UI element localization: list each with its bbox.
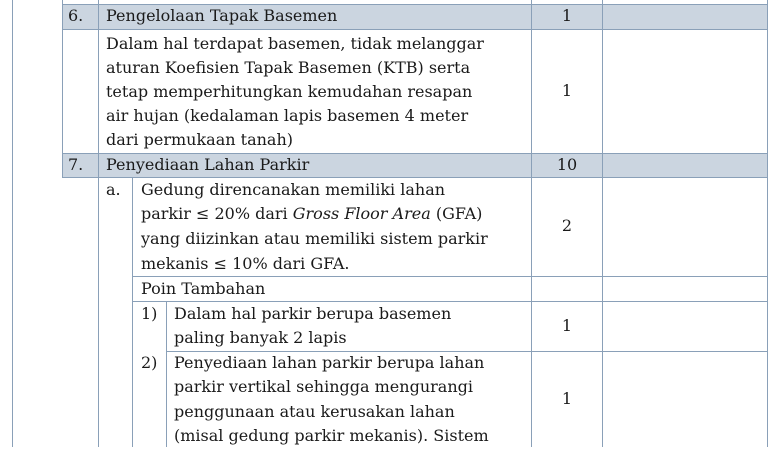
item-a-italic-term: Gross Floor Area	[292, 204, 431, 223]
row-6-desc-line: dari permukaan tanah)	[106, 130, 293, 149]
item-a-line: mekanis ≤ 10% dari GFA.	[141, 254, 350, 273]
row-6-desc-score: 1	[561, 81, 573, 100]
row-6-desc-line: air hujan (kedalaman lapis basemen 4 meter	[106, 106, 469, 125]
item-a-line	[141, 202, 482, 226]
row-6-desc-line: Dalam hal terdapat basemen, tidak melanggar	[106, 34, 484, 53]
sub-item-1-line: Dalam hal parkir berupa basemen	[174, 304, 452, 323]
col-rule	[132, 177, 133, 447]
sub-item-2-marker: 2)	[141, 353, 158, 372]
col-rule	[98, 0, 99, 447]
item-a-marker: a.	[106, 180, 121, 199]
item-a-score: 2	[561, 216, 573, 235]
col-rule	[62, 0, 63, 177]
item-a-line: yang diizinkan atau memiliki sistem parkir	[141, 229, 488, 248]
bonus-points-label: Poin Tambahan	[141, 279, 266, 298]
item-a-line: Gedung direncanakan memiliki lahan	[141, 180, 446, 199]
sub-item-2-line: Penyediaan lahan parkir berupa lahan	[174, 353, 485, 372]
item-a-text: parkir ≤ 20% dari	[141, 204, 293, 223]
col-rule	[602, 0, 603, 447]
row-6-desc-line: aturan Koefisien Tapak Basemen (KTB) serta	[106, 58, 471, 77]
sub-item-1-marker: 1)	[141, 304, 158, 323]
rule	[62, 29, 768, 30]
sub-item-1-score: 1	[561, 316, 573, 335]
row-6-title: Pengelolaan Tapak Basemen	[106, 6, 338, 25]
row-6-desc-line: tetap memperhitungkan kemudahan resapan	[106, 82, 473, 101]
sub-item-1-line: paling banyak 2 lapis	[174, 328, 347, 347]
sub-item-2-line: (misal gedung parkir mekanis). Sistem	[174, 426, 489, 445]
row-7-score: 10	[556, 155, 578, 174]
row-6-number: 6.	[68, 6, 84, 25]
page-margin-line	[12, 0, 13, 447]
sub-item-2-line: parkir vertikal sehingga mengurangi	[174, 377, 473, 396]
col-rule	[166, 301, 167, 447]
col-rule	[767, 0, 768, 447]
row-7-number: 7.	[68, 155, 84, 174]
row-7-title: Penyediaan Lahan Parkir	[106, 155, 310, 174]
sub-item-2-line: penggunaan atau kerusakan lahan	[174, 402, 455, 421]
item-a-text: (GFA)	[430, 204, 483, 223]
row-6-score: 1	[561, 6, 573, 25]
sub-item-2-score: 1	[561, 389, 573, 408]
